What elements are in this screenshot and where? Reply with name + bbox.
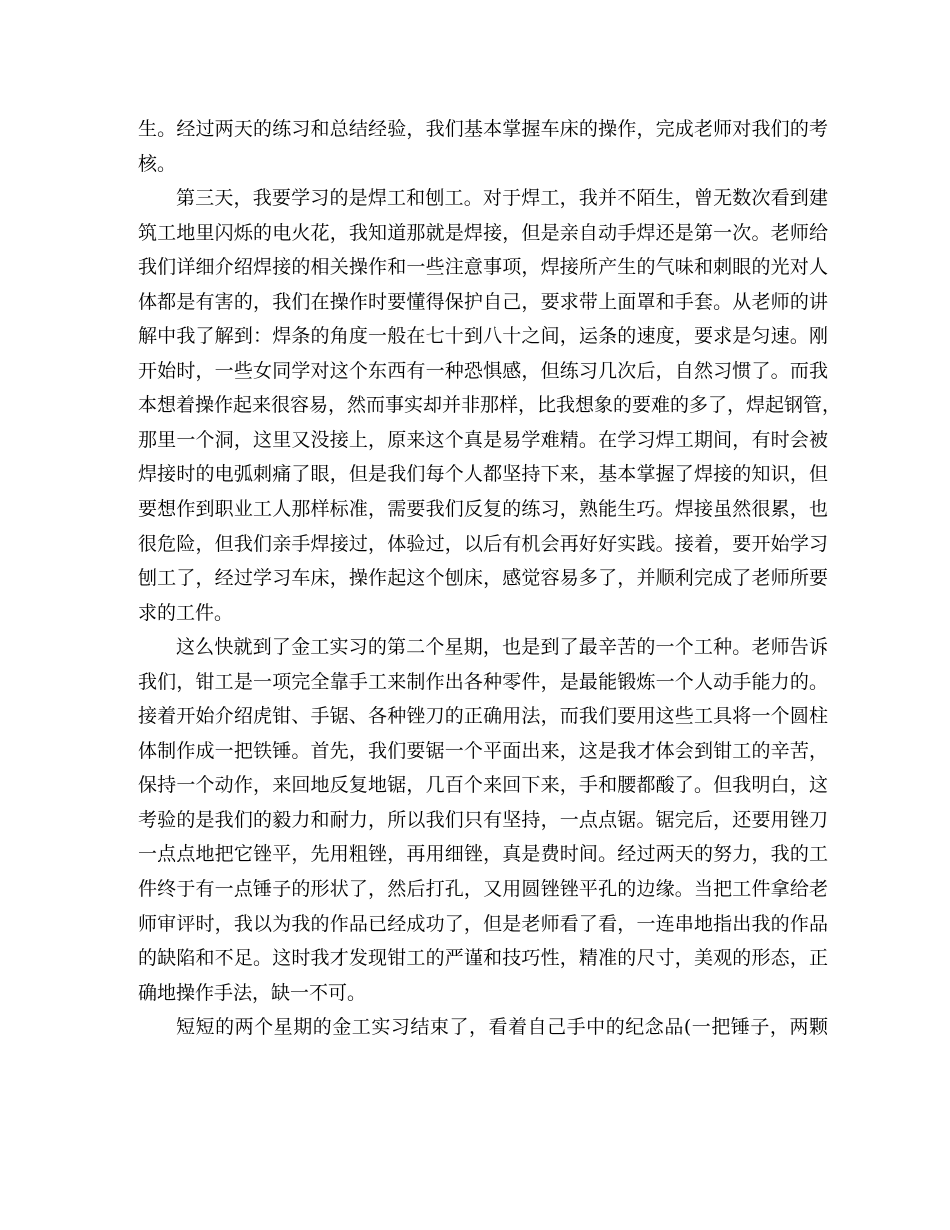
text-line: 要想作到职业工人那样标准，需要我们反复的练习，熟能生巧。焊接虽然很累，也	[138, 498, 828, 521]
text-line: 本想着操作起来很容易，然而事实却并非那样，比我想象的要难的多了，焊起钢管，	[138, 394, 842, 417]
text-line: 接着开始介绍虎钳、手锯、各种锉刀的正确用法，而我们要用这些工具将一个圆柱	[138, 705, 828, 728]
text-line: 考验的是我们的毅力和耐力，所以我们只有坚持，一点点锯。锯完后，还要用锉刀	[138, 808, 828, 831]
text-line: 焊接时的电弧刺痛了眼，但是我们每个人都坚持下来，基本掌握了焊接的知识，但	[138, 463, 828, 486]
text-line: 体制作成一把铁锤。首先，我们要锯一个平面出来，这是我才体会到钳工的辛苦，	[138, 739, 828, 762]
text-line: 筑工地里闪烁的电火花，我知道那就是焊接，但是亲自动手焊还是第一次。老师给	[138, 221, 828, 244]
text-line: 师审评时，我以为我的作品已经成功了，但是老师看了看，一连串地指出我的作品	[138, 912, 828, 935]
text-line: 核。	[138, 152, 177, 175]
text-line: 一点点地把它锉平，先用粗锉，再用细锉，真是费时间。经过两天的努力，我的工	[138, 843, 828, 866]
text-line: 生。经过两天的练习和总结经验，我们基本掌握车床的操作，完成老师对我们的考	[138, 118, 828, 140]
text-line: 体都是有害的，我们在操作时要懂得保护自己，要求带上面罩和手套。从老师的讲	[138, 290, 828, 313]
text-line: 保持一个动作，来回地反复地锯，几百个来回下来，手和腰都酸了。但我明白，这	[138, 774, 828, 797]
text-line: 求的工件。	[138, 601, 234, 624]
text-line: 那里一个洞，这里又没接上，原来这个真是易学难精。在学习焊工期间，有时会被	[138, 428, 828, 451]
text-line: 我们，钳工是一项完全靠手工来制作出各种零件，是最能锻炼一个人动手能力的。	[138, 670, 828, 693]
text-line: 刨工了，经过学习车床，操作起这个刨床，感觉容易多了，并顺利完成了老师所要	[138, 567, 828, 590]
document-body	[138, 112, 842, 1045]
text-line: 解中我了解到：焊条的角度一般在七十到八十之间，运条的速度，要求是匀速。刚	[138, 325, 828, 348]
text-line: 的缺陷和不足。这时我才发现钳工的严谨和技巧性，精准的尺寸，美观的形态，正	[138, 947, 828, 970]
text-line: 开始时，一些女同学对这个东西有一种恐惧感，但练习几次后，自然习惯了。而我	[138, 359, 828, 382]
paragraph-start-line: 短短的两个星期的金工实习结束了，看着自己手中的纪念品(一把锤子，两颗	[176, 1016, 828, 1039]
text-line: 很危险，但我们亲手焊接过，体验过，以后有机会再好好实践。接着，要开始学习	[138, 532, 828, 555]
text-line: 我们详细介绍焊接的相关操作和一些注意事项，焊接所产生的气味和刺眼的光对人	[138, 256, 828, 279]
text-line: 件终于有一点锤子的形状了，然后打孔，又用圆锉锉平孔的边缘。当把工件拿给老	[138, 878, 828, 901]
text-line: 确地操作手法，缺一不可。	[138, 981, 367, 1004]
paragraph-start-line: 这么快就到了金工实习的第二个星期，也是到了最辛苦的一个工种。老师告诉	[176, 636, 828, 659]
paragraph-start-line: 第三天，我要学习的是焊工和刨工。对于焊工，我并不陌生，曾无数次看到建	[176, 187, 828, 210]
